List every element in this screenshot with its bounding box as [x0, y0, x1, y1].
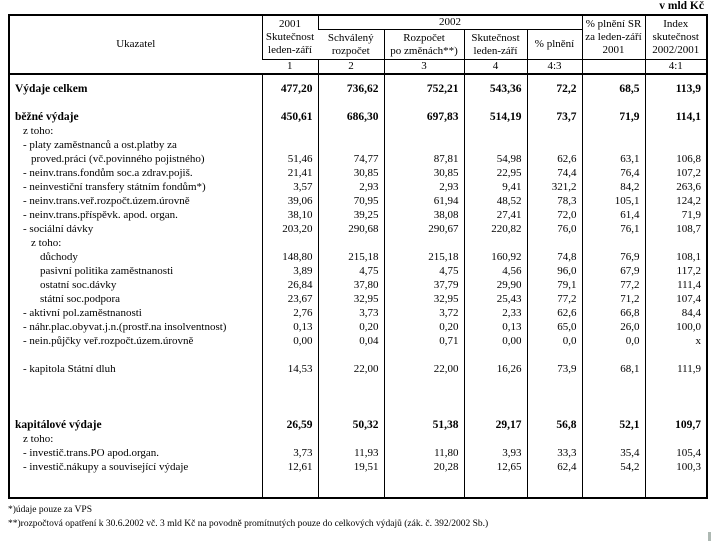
row-label: - náhr.plac.obyvat.j.n.(prostř.na insolventnost) — [23, 320, 227, 333]
cell-value: 33,3 — [527, 446, 582, 460]
table-body — [9, 74, 707, 498]
cell-value: 321,2 — [527, 180, 582, 194]
row-label: - investič.nákupy a související výdaje — [23, 460, 189, 473]
row-label: z toho: — [31, 236, 62, 249]
table-row — [9, 152, 707, 166]
cell-value: 697,83 — [384, 110, 464, 124]
table-row — [9, 264, 707, 278]
cell-value: 0,04 — [318, 334, 384, 348]
cell-value — [645, 236, 707, 250]
cell-value: 66,8 — [582, 306, 645, 320]
row-label: - kapitola Státní dluh — [23, 362, 116, 375]
cell-value — [384, 404, 464, 418]
col-num-4: 4 — [464, 60, 527, 75]
cell-value: 32,95 — [318, 292, 384, 306]
cell-value — [262, 236, 318, 250]
cell-value: 62,4 — [527, 460, 582, 474]
cell-value: 0,20 — [318, 320, 384, 334]
cell-value — [464, 236, 527, 250]
cell-value: 20,28 — [384, 460, 464, 474]
cell-value: 0,00 — [464, 334, 527, 348]
cell-value: 263,6 — [645, 180, 707, 194]
row-label: proved.práci (vč.povinného pojistného) — [31, 152, 205, 165]
cell-value — [262, 432, 318, 446]
footnotes — [8, 503, 488, 531]
cell-value: 3,73 — [262, 446, 318, 460]
cell-value — [262, 390, 318, 404]
cell-value — [527, 376, 582, 390]
table-row — [9, 166, 707, 180]
table-row — [9, 418, 707, 432]
cell-value — [318, 432, 384, 446]
cell-value: 11,93 — [318, 446, 384, 460]
cell-value — [464, 96, 527, 110]
row-label: z toho: — [23, 124, 54, 137]
cell-value — [645, 138, 707, 152]
table-row — [9, 222, 707, 236]
cell-value: 38,08 — [384, 208, 464, 222]
cell-value: 26,84 — [262, 278, 318, 292]
row-label: pasivní politika zaměstnanosti — [40, 264, 174, 277]
cell-value — [582, 376, 645, 390]
cell-value — [582, 432, 645, 446]
cell-value: 38,10 — [262, 208, 318, 222]
cell-value — [645, 474, 707, 498]
cell-value: 686,30 — [318, 110, 384, 124]
cell-value — [464, 432, 527, 446]
cell-value — [527, 474, 582, 498]
cell-value: 37,79 — [384, 278, 464, 292]
table-header — [9, 15, 707, 74]
cell-value — [262, 138, 318, 152]
cell-value: 203,20 — [262, 222, 318, 236]
row-label: - investič.trans.PO apod.organ. — [23, 446, 160, 459]
table-row — [9, 334, 707, 348]
cell-value: 0,13 — [262, 320, 318, 334]
cell-value: 752,21 — [384, 82, 464, 96]
cell-value: 0,20 — [384, 320, 464, 334]
cell-value: 736,62 — [318, 82, 384, 96]
cell-value: 2,93 — [384, 180, 464, 194]
cell-value — [384, 96, 464, 110]
cell-value: 62,6 — [527, 152, 582, 166]
cell-value: x — [645, 334, 707, 348]
row-label — [9, 74, 262, 82]
cell-value: 114,1 — [645, 110, 707, 124]
cell-value: 27,41 — [464, 208, 527, 222]
cell-value: 30,85 — [384, 166, 464, 180]
cell-value — [582, 124, 645, 138]
cell-value — [464, 348, 527, 362]
row-label — [9, 404, 262, 418]
cell-value: 76,9 — [582, 250, 645, 264]
col-header-plneni: % plnění — [527, 30, 582, 60]
cell-value — [582, 390, 645, 404]
cell-value: 450,61 — [262, 110, 318, 124]
row-label: ostatní soc.dávky — [40, 278, 117, 291]
header-group-row — [9, 15, 707, 30]
cell-value: 514,19 — [464, 110, 527, 124]
cell-value: 51,46 — [262, 152, 318, 166]
cell-value: 73,7 — [527, 110, 582, 124]
cell-value — [384, 124, 464, 138]
col-header-skutecnost: Skutečnost leden-září — [464, 30, 527, 60]
cell-value — [464, 376, 527, 390]
cell-value: 71,9 — [582, 110, 645, 124]
cell-value: 26,59 — [262, 418, 318, 432]
cell-value: 160,92 — [464, 250, 527, 264]
row-label — [9, 376, 262, 390]
cell-value — [645, 74, 707, 82]
cell-value: 3,57 — [262, 180, 318, 194]
cell-value: 215,18 — [318, 250, 384, 264]
cell-value: 74,4 — [527, 166, 582, 180]
table-row — [9, 320, 707, 334]
cell-value — [582, 74, 645, 82]
cell-value: 16,26 — [464, 362, 527, 376]
cell-value: 22,95 — [464, 166, 527, 180]
col-num-3: 3 — [384, 60, 464, 75]
cell-value — [262, 124, 318, 138]
cell-value: 62,6 — [527, 306, 582, 320]
cell-value: 0,71 — [384, 334, 464, 348]
cell-value — [645, 124, 707, 138]
cell-value: 105,4 — [645, 446, 707, 460]
cell-value: 72,2 — [527, 82, 582, 96]
cell-value: 77,2 — [527, 292, 582, 306]
cell-value — [318, 390, 384, 404]
cell-value: 25,43 — [464, 292, 527, 306]
cell-value — [645, 348, 707, 362]
table-row — [9, 432, 707, 446]
cell-value — [384, 138, 464, 152]
cell-value: 65,0 — [527, 320, 582, 334]
cell-value — [318, 236, 384, 250]
cell-value: 100,3 — [645, 460, 707, 474]
cell-value — [262, 74, 318, 82]
cell-value: 96,0 — [527, 264, 582, 278]
table-row — [9, 460, 707, 474]
row-label: - sociální dávky — [23, 222, 94, 235]
row-label: běžné výdaje — [15, 110, 79, 123]
cell-value — [464, 74, 527, 82]
cell-value: 68,5 — [582, 82, 645, 96]
cell-value: 477,20 — [262, 82, 318, 96]
col-num-1: 1 — [262, 60, 318, 75]
cell-value: 51,38 — [384, 418, 464, 432]
table-row — [9, 306, 707, 320]
spacer-row — [9, 348, 707, 362]
cell-value: 0,13 — [464, 320, 527, 334]
cell-value: 37,80 — [318, 278, 384, 292]
cell-value — [645, 390, 707, 404]
cell-value — [527, 96, 582, 110]
cell-value: 148,80 — [262, 250, 318, 264]
cell-value — [527, 138, 582, 152]
cell-value — [582, 404, 645, 418]
cell-value: 105,1 — [582, 194, 645, 208]
row-label — [9, 390, 262, 404]
row-label: kapitálové výdaje — [15, 418, 102, 431]
cell-value: 84,2 — [582, 180, 645, 194]
cell-value: 124,2 — [645, 194, 707, 208]
row-label: důchody — [40, 250, 78, 263]
cell-value: 30,85 — [318, 166, 384, 180]
row-label: - neinv.trans.veř.rozpočt.územ.úrovně — [23, 194, 190, 207]
cell-value: 4,75 — [318, 264, 384, 278]
cell-value — [527, 390, 582, 404]
cell-value: 290,68 — [318, 222, 384, 236]
cell-value — [384, 432, 464, 446]
cell-value: 3,93 — [464, 446, 527, 460]
cell-value: 29,90 — [464, 278, 527, 292]
table-row — [9, 124, 707, 138]
col-header-po-zmenach: Rozpočet po změnách**) — [384, 30, 464, 60]
cell-value — [464, 390, 527, 404]
cell-value: 2,93 — [318, 180, 384, 194]
table-row — [9, 180, 707, 194]
table-row — [9, 236, 707, 250]
row-label: z toho: — [23, 432, 54, 445]
cell-value: 77,2 — [582, 278, 645, 292]
cell-value: 11,80 — [384, 446, 464, 460]
cell-value: 22,00 — [384, 362, 464, 376]
cell-value: 32,95 — [384, 292, 464, 306]
cell-value: 543,36 — [464, 82, 527, 96]
cell-value — [645, 432, 707, 446]
row-label: - platy zaměstnanců a ost.platby za — [23, 138, 177, 151]
row-label: - aktivní pol.zaměstnanosti — [23, 306, 142, 319]
cell-value: 67,9 — [582, 264, 645, 278]
cell-value: 68,1 — [582, 362, 645, 376]
footnote-2: **)rozpočtová opatření k 30.6.2002 vč. 3 mld Kč na povodně promítnutých pouze do celkových výdajů (zák. č. 392/2002 Sb.) — [8, 519, 489, 529]
row-label — [9, 348, 262, 362]
cell-value: 12,65 — [464, 460, 527, 474]
cell-value: 70,95 — [318, 194, 384, 208]
cell-value: 61,4 — [582, 208, 645, 222]
cell-value — [384, 236, 464, 250]
cell-value — [384, 474, 464, 498]
row-label: - neinv.trans.fondům soc.a zdrav.pojiš. — [23, 166, 193, 179]
col-header-index: Index skutečnost 2002/2001 — [645, 15, 707, 60]
footnote-1: *)údaje pouze za VPS — [8, 505, 92, 515]
row-label: - nein.půjčky veř.rozpočt.územ.úrovně — [23, 334, 194, 347]
cell-value: 4,56 — [464, 264, 527, 278]
cell-value: 21,41 — [262, 166, 318, 180]
budget-table — [8, 14, 708, 499]
row-label: - neinv.trans.příspěvk. apod. organ. — [23, 208, 178, 221]
cell-value: 78,3 — [527, 194, 582, 208]
cell-value — [527, 124, 582, 138]
cell-value: 71,9 — [645, 208, 707, 222]
cell-value: 108,7 — [645, 222, 707, 236]
cell-value — [582, 96, 645, 110]
cell-value — [464, 138, 527, 152]
cell-value: 61,94 — [384, 194, 464, 208]
table-row — [9, 82, 707, 96]
cell-value — [262, 348, 318, 362]
table-row — [9, 194, 707, 208]
spacer-row — [9, 474, 707, 498]
cell-value: 117,2 — [645, 264, 707, 278]
spacer-row — [9, 376, 707, 390]
cell-value: 9,41 — [464, 180, 527, 194]
cell-value: 14,53 — [262, 362, 318, 376]
cell-value — [527, 236, 582, 250]
cell-value: 29,17 — [464, 418, 527, 432]
cell-value: 72,0 — [527, 208, 582, 222]
cell-value — [582, 474, 645, 498]
cell-value: 111,4 — [645, 278, 707, 292]
col-num-2: 2 — [318, 60, 384, 75]
cell-value: 108,1 — [645, 250, 707, 264]
cell-value: 74,77 — [318, 152, 384, 166]
cell-value: 54,98 — [464, 152, 527, 166]
cell-value — [384, 390, 464, 404]
cell-value: 100,0 — [645, 320, 707, 334]
cell-value: 87,81 — [384, 152, 464, 166]
cell-value: 107,2 — [645, 166, 707, 180]
cell-value — [318, 124, 384, 138]
cell-value — [318, 474, 384, 498]
cell-value: 52,1 — [582, 418, 645, 432]
cell-value — [318, 96, 384, 110]
cell-value: 84,4 — [645, 306, 707, 320]
cell-value: 290,67 — [384, 222, 464, 236]
cell-value: 54,2 — [582, 460, 645, 474]
cell-value — [318, 404, 384, 418]
cell-value — [318, 348, 384, 362]
table-row — [9, 250, 707, 264]
cell-value: 79,1 — [527, 278, 582, 292]
row-label: Výdaje celkem — [15, 82, 88, 95]
col-header-plneni-sr: % plnění SR za leden-září 2001 — [582, 15, 645, 60]
cell-value: 0,00 — [262, 334, 318, 348]
cell-value: 215,18 — [384, 250, 464, 264]
col-num-sr — [582, 60, 645, 75]
row-label — [9, 474, 262, 498]
table-row — [9, 362, 707, 376]
cell-value: 220,82 — [464, 222, 527, 236]
cell-value: 50,32 — [318, 418, 384, 432]
cell-value — [262, 376, 318, 390]
cell-value: 22,00 — [318, 362, 384, 376]
cell-value — [384, 376, 464, 390]
cell-value: 113,9 — [645, 82, 707, 96]
cell-value — [384, 348, 464, 362]
cell-value — [527, 404, 582, 418]
cell-value: 12,61 — [262, 460, 318, 474]
cell-value: 19,51 — [318, 460, 384, 474]
cell-value — [318, 138, 384, 152]
spacer-row — [9, 74, 707, 82]
col-group-2002: 2002 — [318, 15, 582, 30]
cell-value — [645, 404, 707, 418]
table-row — [9, 110, 707, 124]
cell-value — [262, 404, 318, 418]
cell-value: 39,25 — [318, 208, 384, 222]
cell-value — [262, 474, 318, 498]
cell-value: 3,72 — [384, 306, 464, 320]
cell-value: 109,7 — [645, 418, 707, 432]
screen-artifact-mark — [708, 532, 711, 541]
cell-value: 3,73 — [318, 306, 384, 320]
cell-value — [582, 236, 645, 250]
cell-value — [464, 124, 527, 138]
cell-value: 0,0 — [582, 334, 645, 348]
table-row — [9, 446, 707, 460]
cell-value — [527, 74, 582, 82]
cell-value: 35,4 — [582, 446, 645, 460]
col-num-4-3: 4:3 — [527, 60, 582, 75]
cell-value — [527, 432, 582, 446]
cell-value: 26,0 — [582, 320, 645, 334]
cell-value — [262, 96, 318, 110]
cell-value: 76,4 — [582, 166, 645, 180]
table-row — [9, 138, 707, 152]
spacer-row — [9, 404, 707, 418]
cell-value: 76,1 — [582, 222, 645, 236]
cell-value: 106,8 — [645, 152, 707, 166]
table-row — [9, 278, 707, 292]
cell-value: 73,9 — [527, 362, 582, 376]
col-header-schvaleny: Schválený rozpočet — [327, 31, 374, 57]
spacer-row — [9, 96, 707, 110]
cell-value: 63,1 — [582, 152, 645, 166]
cell-value: 76,0 — [527, 222, 582, 236]
cell-value — [645, 376, 707, 390]
col-header-2001: 2001 Skutečnost leden-září — [262, 15, 318, 60]
cell-value — [582, 348, 645, 362]
cell-value — [318, 74, 384, 82]
cell-value — [384, 74, 464, 82]
col-header-ukazatel — [9, 15, 262, 74]
cell-value: 2,76 — [262, 306, 318, 320]
row-label: státní soc.podpora — [40, 292, 121, 305]
cell-value: 48,52 — [464, 194, 527, 208]
cell-value: 2,33 — [464, 306, 527, 320]
cell-value: 39,06 — [262, 194, 318, 208]
cell-value: 3,89 — [262, 264, 318, 278]
cell-value — [582, 138, 645, 152]
cell-value — [464, 474, 527, 498]
cell-value — [645, 96, 707, 110]
cell-value: 74,8 — [527, 250, 582, 264]
row-label: - neinvestiční transfery státním fondům*) — [23, 180, 206, 193]
cell-value: 111,9 — [645, 362, 707, 376]
cell-value: 107,4 — [645, 292, 707, 306]
cell-value: 4,75 — [384, 264, 464, 278]
col-header-ukazatel-label: Ukazatel — [116, 38, 156, 50]
cell-value: 56,8 — [527, 418, 582, 432]
unit-label: v mld Kč — [659, 0, 704, 12]
spacer-row — [9, 390, 707, 404]
cell-value — [527, 348, 582, 362]
cell-value: 71,2 — [582, 292, 645, 306]
cell-value: 0,0 — [527, 334, 582, 348]
row-label — [9, 96, 262, 110]
cell-value: 23,67 — [262, 292, 318, 306]
table-row — [9, 208, 707, 222]
table-row — [9, 292, 707, 306]
cell-value — [464, 404, 527, 418]
cell-value — [318, 376, 384, 390]
col-num-4-1: 4:1 — [645, 60, 707, 75]
